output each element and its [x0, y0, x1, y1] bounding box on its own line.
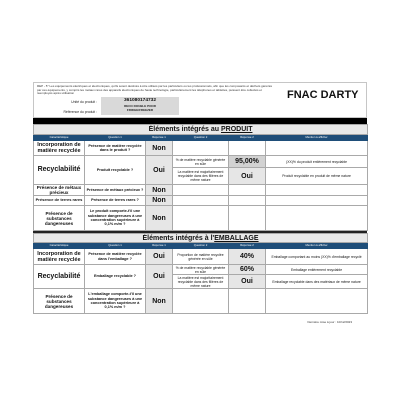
answer-2: 60%	[229, 265, 266, 275]
table-row	[34, 249, 368, 265]
answer-1: Oui	[146, 249, 173, 265]
answer-1: Non	[146, 206, 173, 231]
answer-2: Oui	[229, 168, 266, 185]
mention-text: Produit recyclable en produit de même nature	[266, 168, 368, 185]
empty-cell	[173, 289, 229, 314]
column-header-question-2: Question 2	[173, 243, 229, 249]
characteristic-label: Présence de métaux précieux	[34, 185, 85, 196]
table-row	[34, 265, 368, 275]
answer-1: Non	[146, 289, 173, 314]
answer-1: Non	[146, 141, 173, 156]
column-header-characteristic: Caractéristique	[34, 135, 85, 141]
empty-cell	[266, 196, 368, 206]
empty-cell	[229, 185, 266, 196]
table-row	[34, 185, 368, 196]
reference-label: Référence du produit :	[63, 110, 97, 114]
table-row	[34, 206, 368, 231]
empty-cell	[229, 206, 266, 231]
reference-value: FRIDGE/FREEZER	[126, 108, 154, 113]
packaging-title-emphasis: EMBALLAGE	[214, 234, 259, 242]
product-title-row	[34, 125, 368, 135]
characteristic-label: Recyclabilité	[34, 265, 85, 289]
empty-cell	[229, 196, 266, 206]
question-1: Le produit comporte-t'il une substance dangereuses à une concentration supérieure à 0,1% m/m ?	[85, 206, 146, 231]
empty-cell	[173, 185, 229, 196]
empty-cell	[173, 206, 229, 231]
empty-cell	[266, 206, 368, 231]
mention-text: (XX)% du produit entièrement recyclable	[266, 156, 368, 168]
mention-text: Emballage recyclable dans des matériaux de même nature	[266, 275, 368, 289]
answer-1: Oui	[146, 265, 173, 289]
sheet-header	[33, 82, 367, 118]
empty-cell	[229, 289, 266, 314]
characteristic-label: Présence de substances dangereuses	[34, 206, 85, 231]
column-header-question-1: Question 1	[85, 243, 146, 249]
characteristic-label: Présence de terres rares	[34, 196, 85, 206]
column-header-question-1: Question 1	[85, 135, 146, 141]
question-1: L'emballage comporte-t'il une substance dangereuses à une concentration supérieure à 0,1% m/m ?	[85, 289, 146, 314]
table-row	[34, 289, 368, 314]
column-header-characteristic: Caractéristique	[34, 243, 85, 249]
column-header-mention: Mention à afficher	[266, 135, 368, 141]
empty-cell	[266, 289, 368, 314]
packaging-section-title	[34, 234, 368, 243]
column-header-answer-2: Réponse 2	[229, 243, 266, 249]
product-table	[33, 124, 368, 231]
product-name: RECO DOUBLE POOR	[124, 103, 156, 108]
question-2: Proportion de matière recyclée générée en sûle	[173, 249, 229, 265]
characteristic-label: Incorporation de matière recyclée	[34, 141, 85, 156]
answer-2: 40%	[229, 249, 266, 265]
column-header-answer-1: Réponse 1	[146, 135, 173, 141]
question-2: % de matière recyclable générée en sûle	[173, 265, 229, 275]
column-header-mention: Mention à afficher	[266, 243, 368, 249]
question-2: La matière est majoritairement recyclable dans des filières de même nature	[173, 275, 229, 289]
unit-label: Unité du produit :	[71, 100, 97, 104]
packaging-table	[33, 233, 368, 314]
characteristic-label: Recyclabilité	[34, 156, 85, 185]
question-2: La matière est majoritairement recyclable dans des filières de même nature	[173, 168, 229, 185]
question-1: Présence de matière recyclée dans l'emballage ?	[85, 249, 146, 265]
product-id-box	[101, 97, 179, 115]
unit-value: 361080174732	[123, 98, 156, 103]
question-1: Présence de matière recyclée dans le produit ?	[85, 141, 146, 156]
packaging-title-row	[34, 234, 368, 243]
column-header-answer-1: Réponse 1	[146, 243, 173, 249]
mention-text: Emballage entièrement recyclable	[266, 265, 368, 275]
column-header-question-2: Question 2	[173, 135, 229, 141]
answer-2: 95,00%	[229, 156, 266, 168]
empty-cell	[173, 141, 229, 156]
product-title-emphasis: PRODUIT	[220, 126, 253, 133]
product-title-prefix: Éléments intégrés au	[148, 126, 221, 133]
answer-1: Non	[146, 185, 173, 196]
table-row	[34, 196, 368, 206]
answer-2: Oui	[229, 275, 266, 289]
product-section-title	[34, 125, 368, 135]
empty-cell	[266, 141, 368, 156]
question-1: Présence de terres rares ?	[85, 196, 146, 206]
question-1: Présence de métaux précieux ?	[85, 185, 146, 196]
characteristic-label: Présence de substances dangereuses	[34, 289, 85, 314]
table-row	[34, 141, 368, 156]
column-header-answer-2: Réponse 2	[229, 135, 266, 141]
question-1: Emballage recyclable ?	[85, 265, 146, 289]
answer-1: Non	[146, 196, 173, 206]
characteristic-label: Incorporation de matière recyclée	[34, 249, 85, 265]
empty-cell	[229, 141, 266, 156]
last-update-date: Dernière mise à jour : 10/12/2023	[307, 320, 352, 324]
question-1: Produit recyclable ?	[85, 156, 146, 185]
empty-cell	[266, 185, 368, 196]
empty-cell	[173, 196, 229, 206]
packaging-title-prefix: Éléments intégrés à l'	[142, 234, 215, 242]
environmental-sheet	[33, 82, 367, 324]
table-row	[34, 156, 368, 168]
regulation-intro-text: REP - 5° Les équipements électriques et électroniques, qu'ils soient destinés à être utilisés par les particuliers ou les professionnels, afin que les composants et déchets générés par ces équipements, y compris les métaux rares des appareils électroniques de haute technologie, particulièrement les téléphones et tablettes, puissent être collectés et réemployés après utilisation	[37, 84, 273, 96]
question-2: % de matière recyclable générée en sûle	[173, 156, 229, 168]
answer-1: Oui	[146, 156, 173, 185]
mention-text: Emballage comportant au moins (XX)% d'emballage recyclé	[266, 249, 368, 265]
fnac-darty-logo: FNAC DARTY	[287, 89, 359, 101]
